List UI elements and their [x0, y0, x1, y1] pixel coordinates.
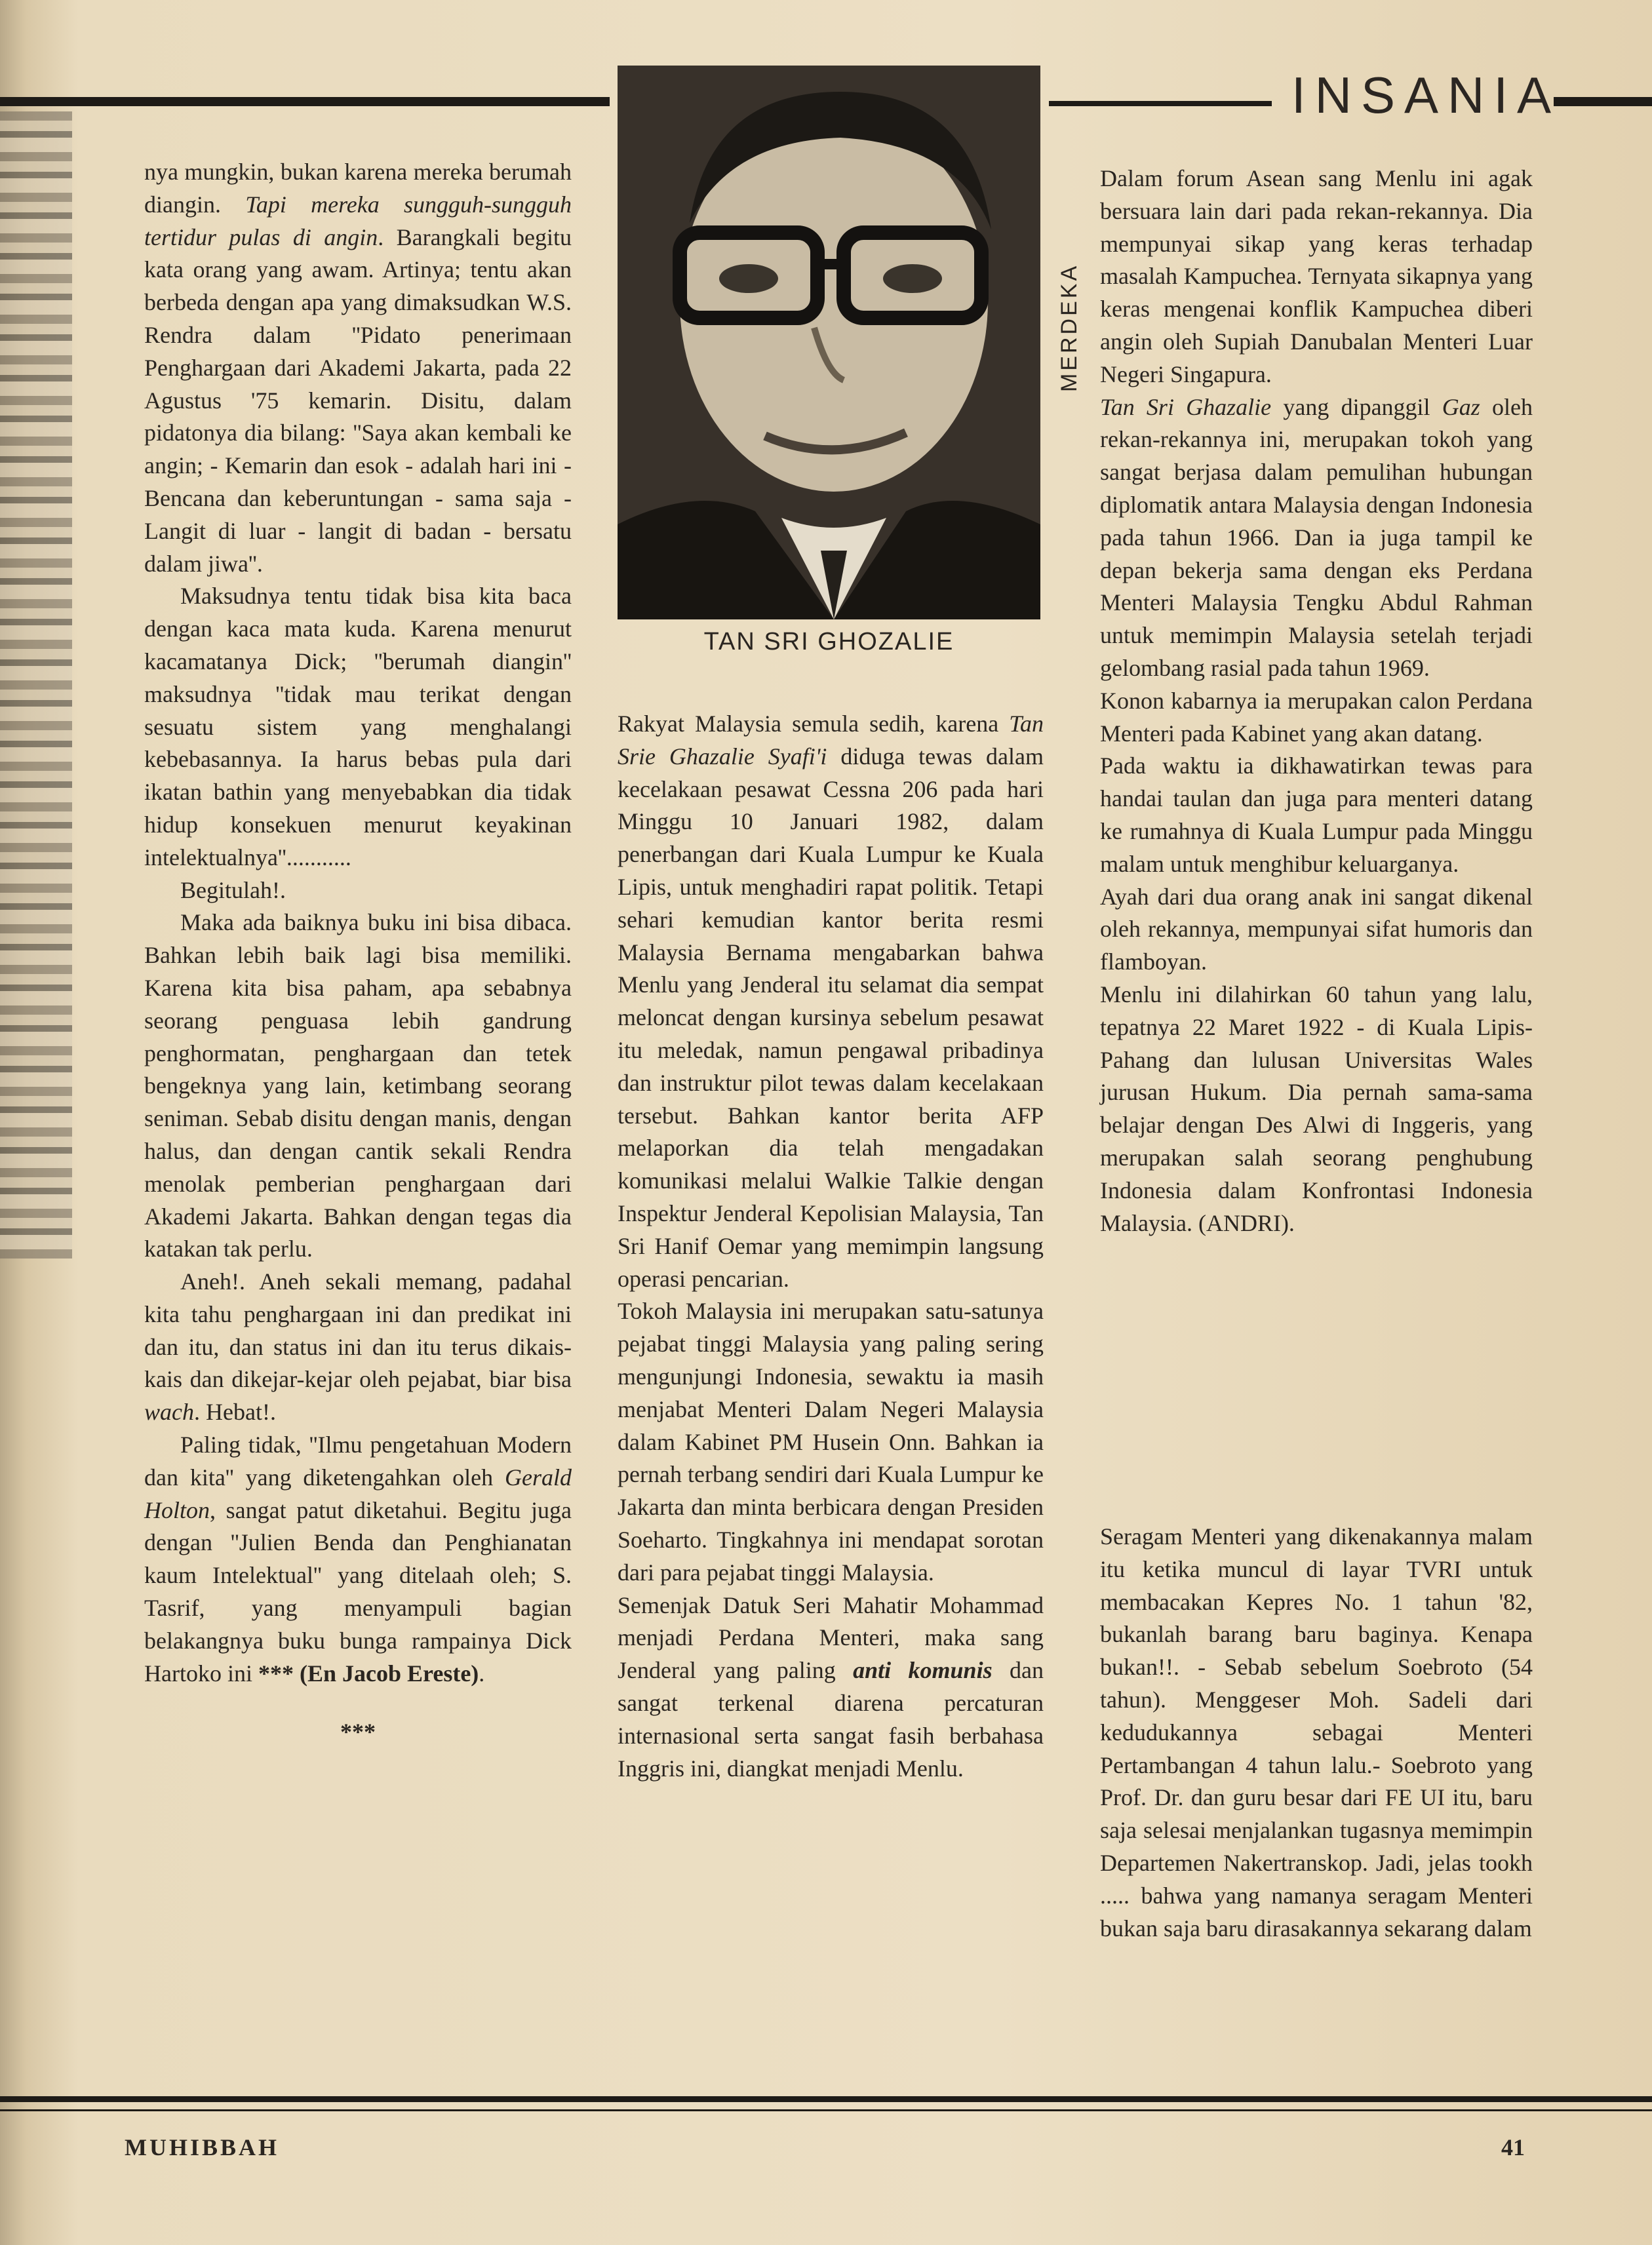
header-rule-mid: [1049, 101, 1272, 106]
portrait-illustration: [618, 66, 1040, 619]
end-mark: ***: [340, 1719, 376, 1746]
section-title: INSANIA: [1291, 66, 1561, 124]
right-paragraph-4: Pada waktu ia dikhawatirkan tewas para handai taulan dan juga para menteri datang ke rumahnya di Kuala Lumpur pada Minggu malam untuk menghibur keluarganya.: [1100, 752, 1533, 877]
middle-paragraph-3: Semenjak Datuk Seri Mahatir Mohammad menjadi Perdana Menteri, maka sang Jenderal yang paling anti komunis dan sangat terkenal diarena percaturan internasional serta sangat fasih berbahasa Inggris ini, diangkat menjadi Menlu.: [618, 1591, 1044, 1782]
left-paragraph-5: Aneh!. Aneh sekali memang, padahal kita tahu penghargaan ini dan predikat ini dan itu, dan status ini dan itu terus dikais-kais dan dikejar-kejar oleh pejabat, biar bisa wach. Hebat!.: [144, 1268, 572, 1426]
footer-rule: [0, 2096, 1652, 2102]
adjacent-page-edge: [0, 111, 72, 1259]
left-paragraph-3: Begitulah!.: [180, 876, 286, 903]
right-column-top: [1100, 163, 1533, 1240]
right-paragraph-1: Dalam forum Asean sang Menlu ini agak bersuara lain dari pada rekan-rekannya. Dia mempunyai sikap yang keras terhadap masalah Kampuchea. Ternyata sikapnya yang keras mengenai konflik Kampuchea diberi angin oleh Supiah Danubalan Menteri Luar Negeri Singapura.: [1100, 165, 1533, 387]
middle-column: [618, 708, 1044, 1785]
left-paragraph-4: Maka ada baiknya buku ini bisa dibaca. Bahkan lebih baik lagi bisa memiliki. Karena kita bisa paham, apa sebabnya seorang penguasa lebih gandrung penghormatan, penghargaan dan tetek bengeknya yang lain, ketimbang seorang seniman. Sebab disitu dengan manis, dengan halus, dan dengan cantik sekali Rendra menolak pemberian penghargaan dari Akademi Jakarta. Bahkan dengan tegas dia katakan tak perlu.: [144, 909, 572, 1262]
header-rule-left: [0, 97, 610, 106]
header-rule-right: [1554, 97, 1652, 106]
middle-paragraph-1: Rakyat Malaysia semula sedih, karena Tan Srie Ghazalie Syafi'i diduga tewas dalam kecelakaan pesawat Cessna 206 pada hari Minggu 10 Januari 1982, dalam penerbangan dari Kuala Lumpur ke Kuala Lipis, untuk menghadiri rapat politik. Tetapi sehari kemudian kantor berita resmi Malaysia Bernama mengabarkan bahwa Menlu yang Jenderal itu selamat dia sempat meloncat dengan kursinya sebelum pesawat itu meledak, namun pengawal pribadinya dan instruktur pilot tewas dalam kecelakaan tersebut. Bahkan kantor berita AFP melaporkan dia telah mengadakan komunikasi melalui Walkie Talkie dengan Inspektur Jenderal Kepolisian Malaysia, Tan Sri Hanif Oemar yang memimpin langsung operasi pencarian.: [618, 711, 1044, 1292]
left-paragraph-6: Paling tidak, ''Ilmu pengetahuan Modern dan kita'' yang diketengahkan oleh Gerald Holton, sangat patut diketahui. Begitu juga dengan ''Julien Benda dan Penghianatan kaum Intelektual'' yang ditelaah oleh; S. Tasrif, yang menyampuli bagian belakangnya buku bunga rampainya Dick Hartoko ini *** (En Jacob Ereste).: [144, 1432, 572, 1687]
photo-credit: MERDEKA: [1057, 263, 1082, 393]
portrait-photo: [618, 66, 1040, 619]
left-paragraph-2: Maksudnya tentu tidak bisa kita baca dengan kaca mata kuda. Karena menurut kacamatanya Dick; ''berumah diangin'' maksudnya ''tidak mau terikat dengan sesuatu sistem yang menghalangi kebebasannya. Ia harus bebas pula dari ikatan bathin yang menyebabkan dia tidak hidup konsekuen menurut keyakinan intelektualnya''...........: [144, 583, 572, 870]
magazine-name: MUHIBBAH: [125, 2134, 280, 2160]
right-paragraph-5: Ayah dari dua orang anak ini sangat dikenal oleh rekannya, mempunyai sifat humoris dan flamboyan.: [1100, 883, 1533, 975]
right-paragraph-2: Tan Sri Ghazalie yang dipanggil Gaz oleh rekan-rekannya ini, merupakan tokoh yang sangat berjasa dalam pemulihan hubungan diplomatik antara Malaysia dengan Indonesia pada tahun 1966. Dan ia juga tampil ke depan bekerja sama dengan eks Perdana Menteri Malaysia Tengku Abdul Rahman untuk memimpin Malaysia setelah terjadi gelombang rasial pada tahun 1969.: [1100, 393, 1533, 681]
left-paragraph-1: nya mungkin, bukan karena mereka berumah diangin. Tapi mereka sungguh-sungguh tertidur pulas di angin. Barangkali begitu kata orang yang awam. Artinya; tentu akan berbeda dengan apa yang dimaksudkan W.S. Rendra dalam ''Pidato penerimaan Penghargaan dari Akademi Jakarta, pada 22 Agustus '75 kemarin. Disitu, dalam pidatonya dia bilang: ''Saya akan kembali ke angin; - Kemarin dan esok - adalah hari ini - Bencana dan keberuntungan - sama saja - Langit di luar - langit di badan - bersatu dalam jiwa''.: [144, 159, 572, 577]
right-paragraph-3: Konon kabarnya ia merupakan calon Perdana Menteri pada Kabinet yang akan datang.: [1100, 687, 1533, 747]
footer-rule-thin: [0, 2109, 1652, 2111]
left-column: [144, 156, 572, 1749]
right-column-bottom: [1100, 1521, 1533, 1945]
photo-caption: TAN SRI GHOZALIE: [703, 628, 954, 655]
page-number: 41: [1501, 2134, 1525, 2160]
right-paragraph-6: Menlu ini dilahirkan 60 tahun yang lalu, tepatnya 22 Maret 1922 - di Kuala Lipis-Pahang dan lulusan Universitas Wales jurusan Hukum. Dia pernah sama-sama belajar dengan Des Alwi di Inggeris, yang merupakan salah seorang penghubung Indonesia dalam Konfrontasi Indonesia Malaysia. (ANDRI).: [1100, 981, 1533, 1236]
right-paragraph-7: Seragam Menteri yang dikenakannya malam itu ketika muncul di layar TVRI untuk membacakan Kepres No. 1 tahun '82, bukanlah barang baru baginya. Kenapa bukan!!. - Sebab sebelum Soebroto (54 tahun). Menggeser Moh. Sadeli dari kedudukannya sebagai Menteri Pertambangan 4 tahun lalu.- Soebroto yang Prof. Dr. dan guru besar dari FE UI itu, baru saja selesai menjalankan tugasnya memimpin Departemen Nakertranskop. Jadi, jelas tookh ..... bahwa yang namanya seragam Menteri bukan saja baru dirasakannya sekarang dalam: [1100, 1523, 1533, 1942]
middle-paragraph-2: Tokoh Malaysia ini merupakan satu-satunya pejabat tinggi Malaysia yang paling sering mengunjungi Indonesia, sewaktu ia masih menjabat Menteri Dalam Negeri Malaysia dalam Kabinet PM Husein Onn. Bahkan ia pernah terbang sendiri dari Kuala Lumpur ke Jakarta dan minta berbicara dengan Presiden Soeharto. Tingkahnya ini mendapat sorotan dari para pejabat tinggi Malaysia.: [618, 1298, 1044, 1586]
